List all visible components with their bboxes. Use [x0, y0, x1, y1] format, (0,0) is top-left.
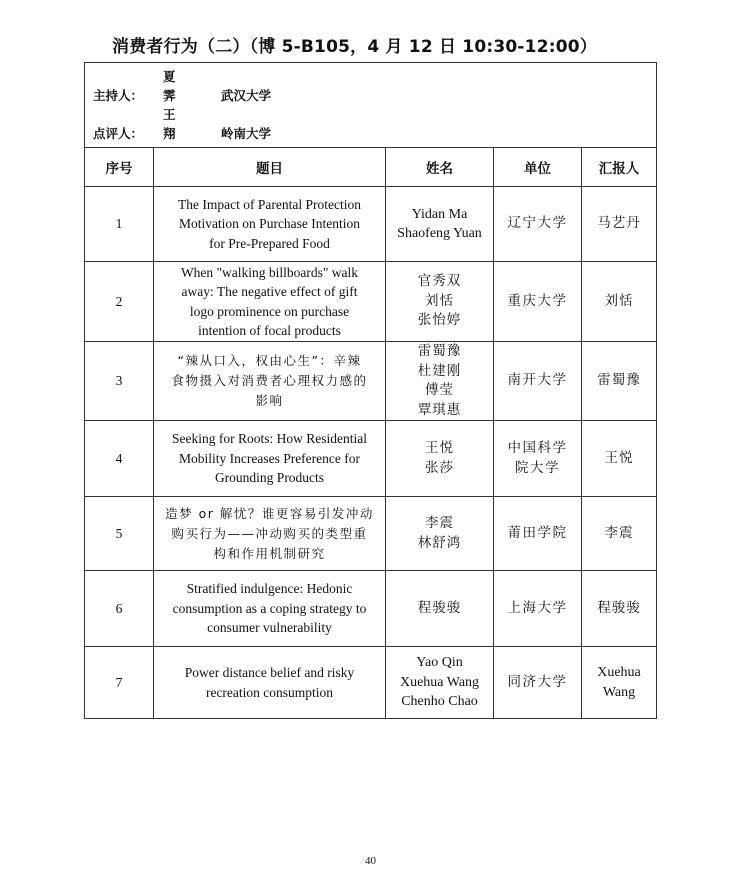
paper-presenter: 程骏骏 [582, 571, 657, 647]
table-row [85, 571, 657, 647]
table-row [85, 342, 657, 421]
paper-unit: 同济大学 [494, 647, 582, 719]
row-number: 1 [85, 187, 154, 262]
discussant-affiliation: 岭南大学 [221, 126, 272, 141]
paper-title: “辣从口入，权由心生”：辛辣 食物摄入对消费者心理权力感的 影响 [154, 342, 386, 421]
discussant-name: 王 翔 [163, 107, 217, 141]
header-presenter: 汇报人 [582, 148, 657, 187]
paper-authors: 官秀双 刘恬 张怡婷 [386, 262, 494, 342]
row-number: 3 [85, 342, 154, 421]
paper-presenter: 马艺丹 [582, 187, 657, 262]
paper-title: The Impact of Parental Protection Motivation on Purchase Intention for Pre-Prepared Food [154, 187, 386, 262]
host-affiliation: 武汉大学 [221, 88, 272, 103]
paper-presenter: 雷蜀豫 [582, 342, 657, 421]
row-number: 4 [85, 421, 154, 497]
moderators-row [85, 63, 657, 148]
paper-presenter: Xuehua Wang [582, 647, 657, 719]
moderators-cell [85, 63, 657, 148]
paper-presenter: 李震 [582, 497, 657, 571]
paper-unit: 莆田学院 [494, 497, 582, 571]
page-number: 40 [365, 855, 376, 867]
paper-authors: Yao Qin Xuehua Wang Chenho Chao [386, 647, 494, 719]
paper-title: When "walking billboards" walk away: The negative effect of gift logo prominence on purchase intention of focal products [154, 262, 386, 342]
paper-presenter: 王悦 [582, 421, 657, 497]
host-line [93, 67, 648, 105]
discussant-role-label: 点评人： [93, 126, 144, 141]
discussant-line [93, 105, 648, 143]
header-title: 题目 [154, 148, 386, 187]
table-row [85, 421, 657, 497]
paper-title: 造梦 or 解忧？谁更容易引发冲动 购买行为——冲动购买的类型重 构和作用机制研究 [154, 497, 386, 571]
paper-authors: 王悦 张莎 [386, 421, 494, 497]
paper-unit: 上海大学 [494, 571, 582, 647]
row-number: 7 [85, 647, 154, 719]
header-number: 序号 [85, 148, 154, 187]
paper-unit: 辽宁大学 [494, 187, 582, 262]
paper-unit: 重庆大学 [494, 262, 582, 342]
paper-title: Seeking for Roots: How Residential Mobility Increases Preference for Grounding Products [154, 421, 386, 497]
table-row [85, 262, 657, 342]
paper-title: Stratified indulgence: Hedonic consumption as a coping strategy to consumer vulnerability [154, 571, 386, 647]
table-row [85, 497, 657, 571]
host-role-label: 主持人： [93, 88, 144, 103]
table-row [85, 647, 657, 719]
header-unit: 单位 [494, 148, 582, 187]
paper-title: Power distance belief and risky recreation consumption [154, 647, 386, 719]
table-header-row [85, 148, 657, 187]
header-authors: 姓名 [386, 148, 494, 187]
row-number: 5 [85, 497, 154, 571]
paper-authors: 李震 林舒鸿 [386, 497, 494, 571]
paper-authors: 程骏骏 [386, 571, 494, 647]
paper-presenter: 刘恬 [582, 262, 657, 342]
row-number: 2 [85, 262, 154, 342]
row-number: 6 [85, 571, 154, 647]
paper-unit: 中国科学 院大学 [494, 421, 582, 497]
paper-authors: 雷蜀豫 杜建刚 傅莹 覃琪惠 [386, 342, 494, 421]
paper-unit: 南开大学 [494, 342, 582, 421]
table-row [85, 187, 657, 262]
session-schedule-table [84, 62, 657, 719]
paper-authors: Yidan Ma Shaofeng Yuan [386, 187, 494, 262]
session-title: 消费者行为（二）（博 5-B105，4 月 12 日 10:30-12:00） [112, 37, 597, 57]
host-name: 夏 霁 [163, 69, 217, 103]
